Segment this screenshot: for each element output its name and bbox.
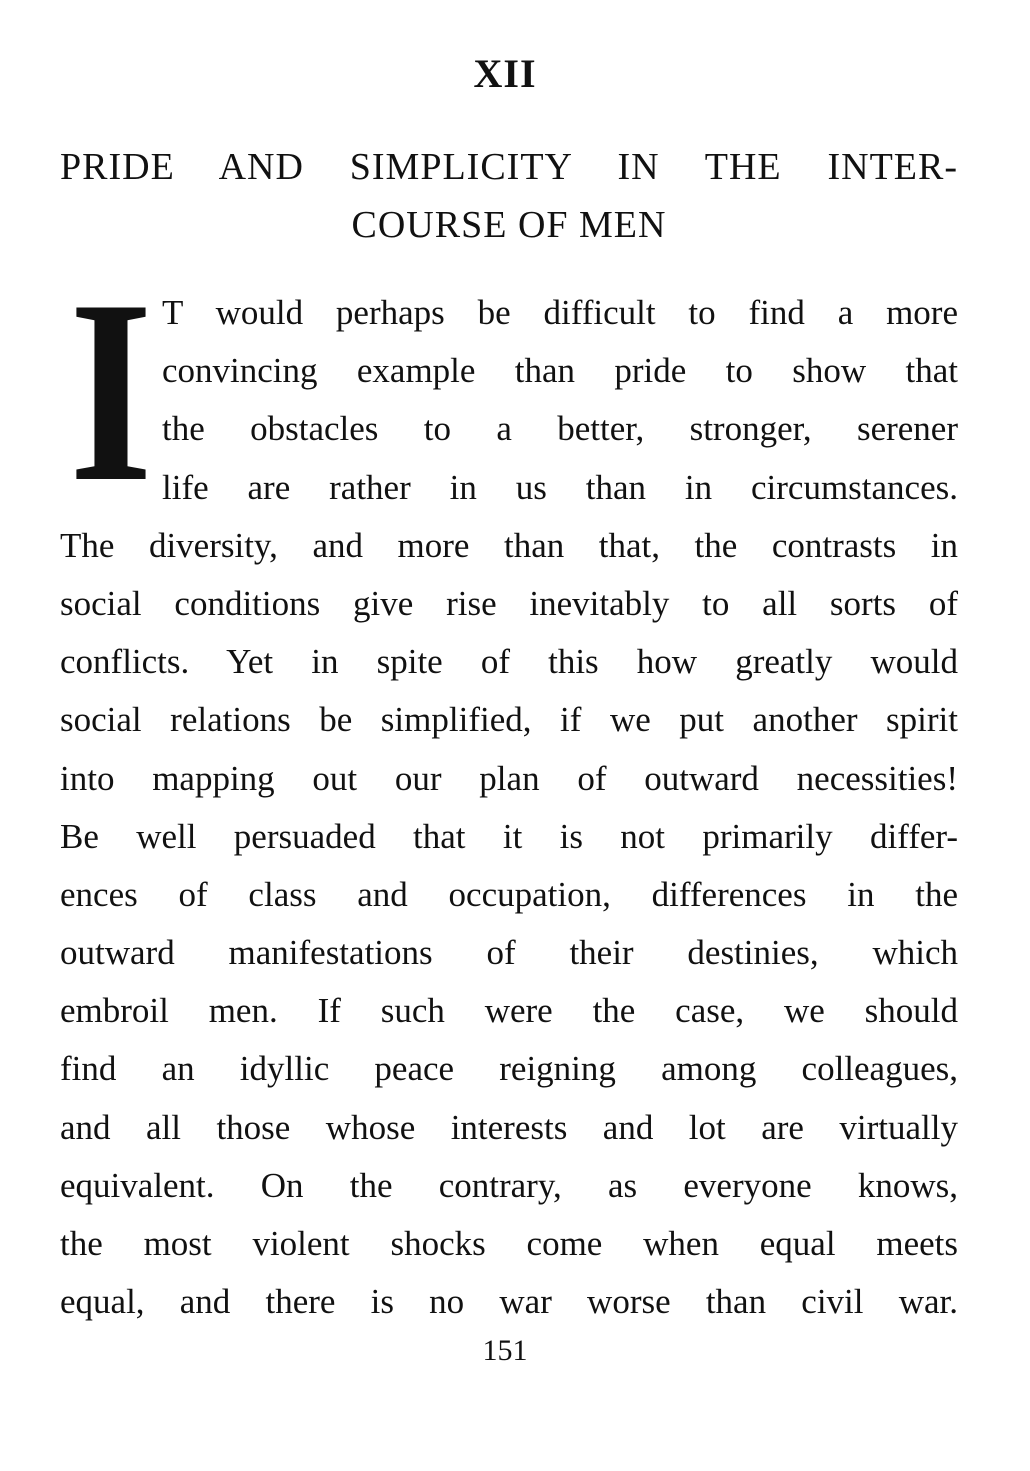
text-line: the obstacles to a better, stronger, serener: [162, 409, 958, 449]
chapter-title: [60, 138, 958, 254]
text-line: life are rather in us than in circumstances.: [162, 467, 958, 507]
text-line: outward manifestations of their destinies, which: [60, 933, 958, 973]
text-line: Be well persuaded that it is not primarily differ-: [60, 816, 958, 856]
text-line: embroil men. If such were the case, we should: [60, 991, 958, 1031]
chapter-title-line-1: [60, 138, 958, 196]
text-line: T would perhaps be difficult to find a more: [162, 293, 958, 332]
text-line: ences of class and occupation, differences in the: [60, 874, 958, 914]
text-line: the most violent shocks come when equal meets: [60, 1224, 958, 1263]
text-line: social relations be simplified, if we put another spirit: [60, 700, 958, 740]
text-line: find an idyllic peace reigning among colleagues,: [60, 1049, 958, 1089]
chapter-title-word: PRIDE: [60, 146, 175, 188]
chapter-title-line-2: COURSE OF MEN: [351, 204, 667, 246]
text-line: equivalent. On the contrary, as everyone knows,: [60, 1165, 958, 1205]
chapter-title-word: SIMPLICITY: [349, 146, 572, 188]
text-line: convincing example than pride to show that: [162, 351, 958, 391]
drop-cap-letter: I: [69, 246, 153, 536]
chapter-number: XII: [473, 51, 537, 96]
chapter-title-word: IN: [617, 146, 660, 188]
chapter-title-word: AND: [218, 146, 304, 188]
text-line: The diversity, and more than that, the contrasts in: [60, 525, 958, 565]
chapter-title-word: THE: [704, 146, 782, 188]
page-number: 151: [482, 1334, 528, 1367]
body-paragraph: [60, 246, 958, 1331]
text-line: social conditions give rise inevitably to all sorts of: [60, 583, 958, 623]
text-line: and all those whose interests and lot are virtually: [60, 1107, 958, 1147]
text-line: into mapping out our plan of outward necessities!: [60, 758, 958, 798]
text-line: conflicts. Yet in spite of this how greatly would: [60, 642, 958, 682]
text-line: equal, and there is no war worse than civil war.: [60, 1282, 958, 1322]
chapter-title-word: INTER-: [827, 146, 958, 188]
